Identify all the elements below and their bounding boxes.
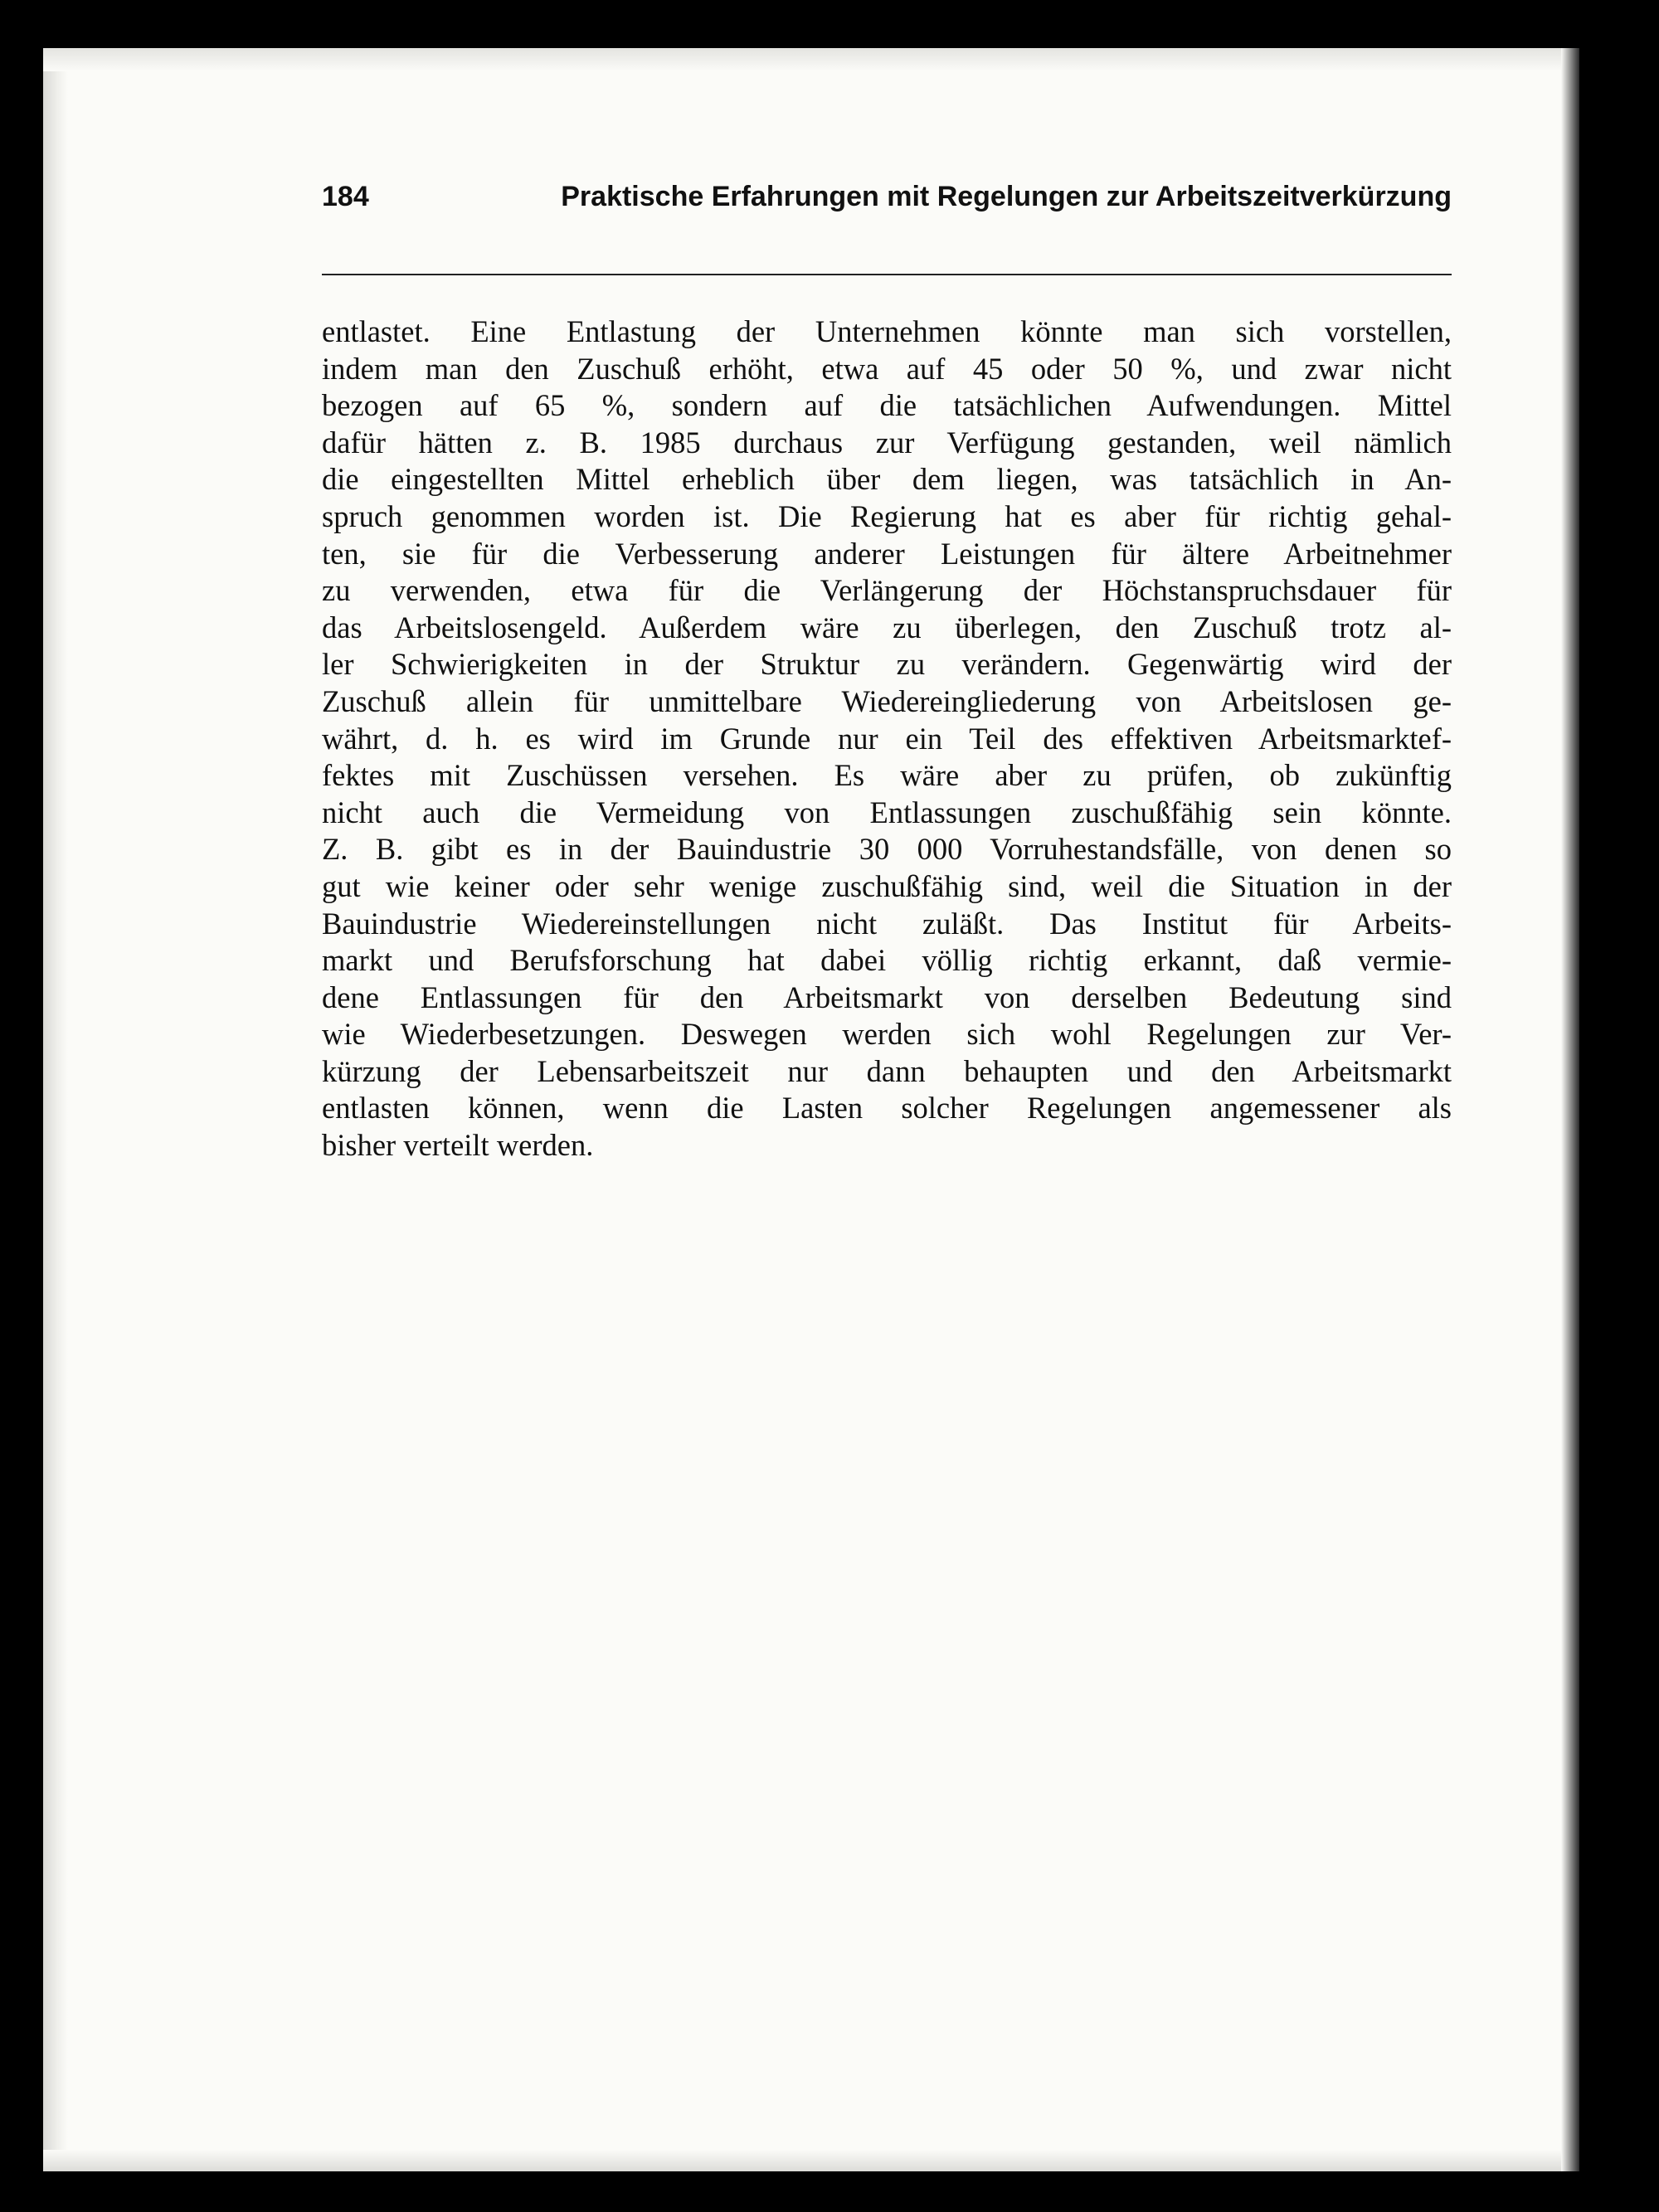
text-line: wie Wiederbesetzungen. Deswegen werden sich wohl Regelungen zur Ver- — [322, 1017, 1452, 1052]
text-line: ler Schwierigkeiten in der Struktur zu verändern. Gegenwärtig wird der — [322, 647, 1452, 682]
text-line: markt und Berufsforschung hat dabei völlig richtig erkannt, daß vermie- — [322, 943, 1452, 978]
page-edge-shadow — [43, 48, 68, 2171]
text-line: fektes mit Zuschüssen versehen. Es wäre aber zu prüfen, ob zukünftig — [322, 758, 1452, 793]
text-line: bezogen auf 65 %, sondern auf die tatsächlichen Aufwendungen. Mittel — [322, 388, 1452, 423]
header-rule — [322, 274, 1452, 275]
body-paragraph — [322, 314, 1452, 1164]
running-title: Praktische Erfahrungen mit Regelungen zur Arbeitszeitverkürzung — [561, 181, 1452, 212]
page-number: 184 — [322, 181, 369, 212]
page-bottom-shadow — [43, 2150, 1579, 2171]
text-line: zu verwenden, etwa für die Verlängerung der Höchstanspruchsdauer für — [322, 573, 1452, 608]
text-line: ten, sie für die Verbesserung anderer Leistungen für ältere Arbeitnehmer — [322, 536, 1452, 571]
text-line: das Arbeitslosengeld. Außerdem wäre zu überlegen, den Zuschuß trotz al- — [322, 610, 1452, 644]
page-top-shadow — [43, 48, 1579, 71]
text-line: währt, d. h. es wird im Grunde nur ein Teil des effektiven Arbeitsmarktef- — [322, 721, 1452, 756]
text-line: nicht auch die Vermeidung von Entlassungen zuschußfähig sein könnte. — [322, 795, 1452, 829]
text-line: die eingestellten Mittel erheblich über dem liegen, was tatsächlich in An- — [322, 462, 1452, 497]
text-line: dene Entlassungen für den Arbeitsmarkt von derselben Bedeutung sind — [322, 980, 1452, 1014]
text-line: kürzung der Lebensarbeitszeit nur dann behaupten und den Arbeitsmarkt — [322, 1053, 1452, 1088]
page-gutter-shadow — [1561, 48, 1579, 2171]
text-line: gut wie keiner oder sehr wenige zuschußfähig sind, weil die Situation in der — [322, 868, 1452, 903]
text-line-last: bisher verteilt werden. — [322, 1128, 594, 1163]
text-line: indem man den Zuschuß erhöht, etwa auf 45 oder 50 %, und zwar nicht — [322, 351, 1452, 386]
text-line: spruch genommen worden ist. Die Regierung hat es aber für richtig gehal- — [322, 498, 1452, 533]
text-line: dafür hätten z. B. 1985 durchaus zur Verfügung gestanden, weil nämlich — [322, 425, 1452, 459]
text-line: entlasten können, wenn die Lasten solcher Regelungen angemessener als — [322, 1091, 1452, 1125]
text-line: entlastet. Eine Entlastung der Unternehmen könnte man sich vorstellen, — [322, 314, 1452, 348]
text-line: Zuschuß allein für unmittelbare Wiedereingliederung von Arbeitslosen ge- — [322, 683, 1452, 718]
text-line: Z. B. gibt es in der Bauindustrie 30 000 Vorruhestandsfälle, von denen so — [322, 832, 1452, 867]
text-line: Bauindustrie Wiedereinstellungen nicht zuläßt. Das Institut für Arbeits- — [322, 906, 1452, 941]
running-head — [322, 170, 1452, 220]
